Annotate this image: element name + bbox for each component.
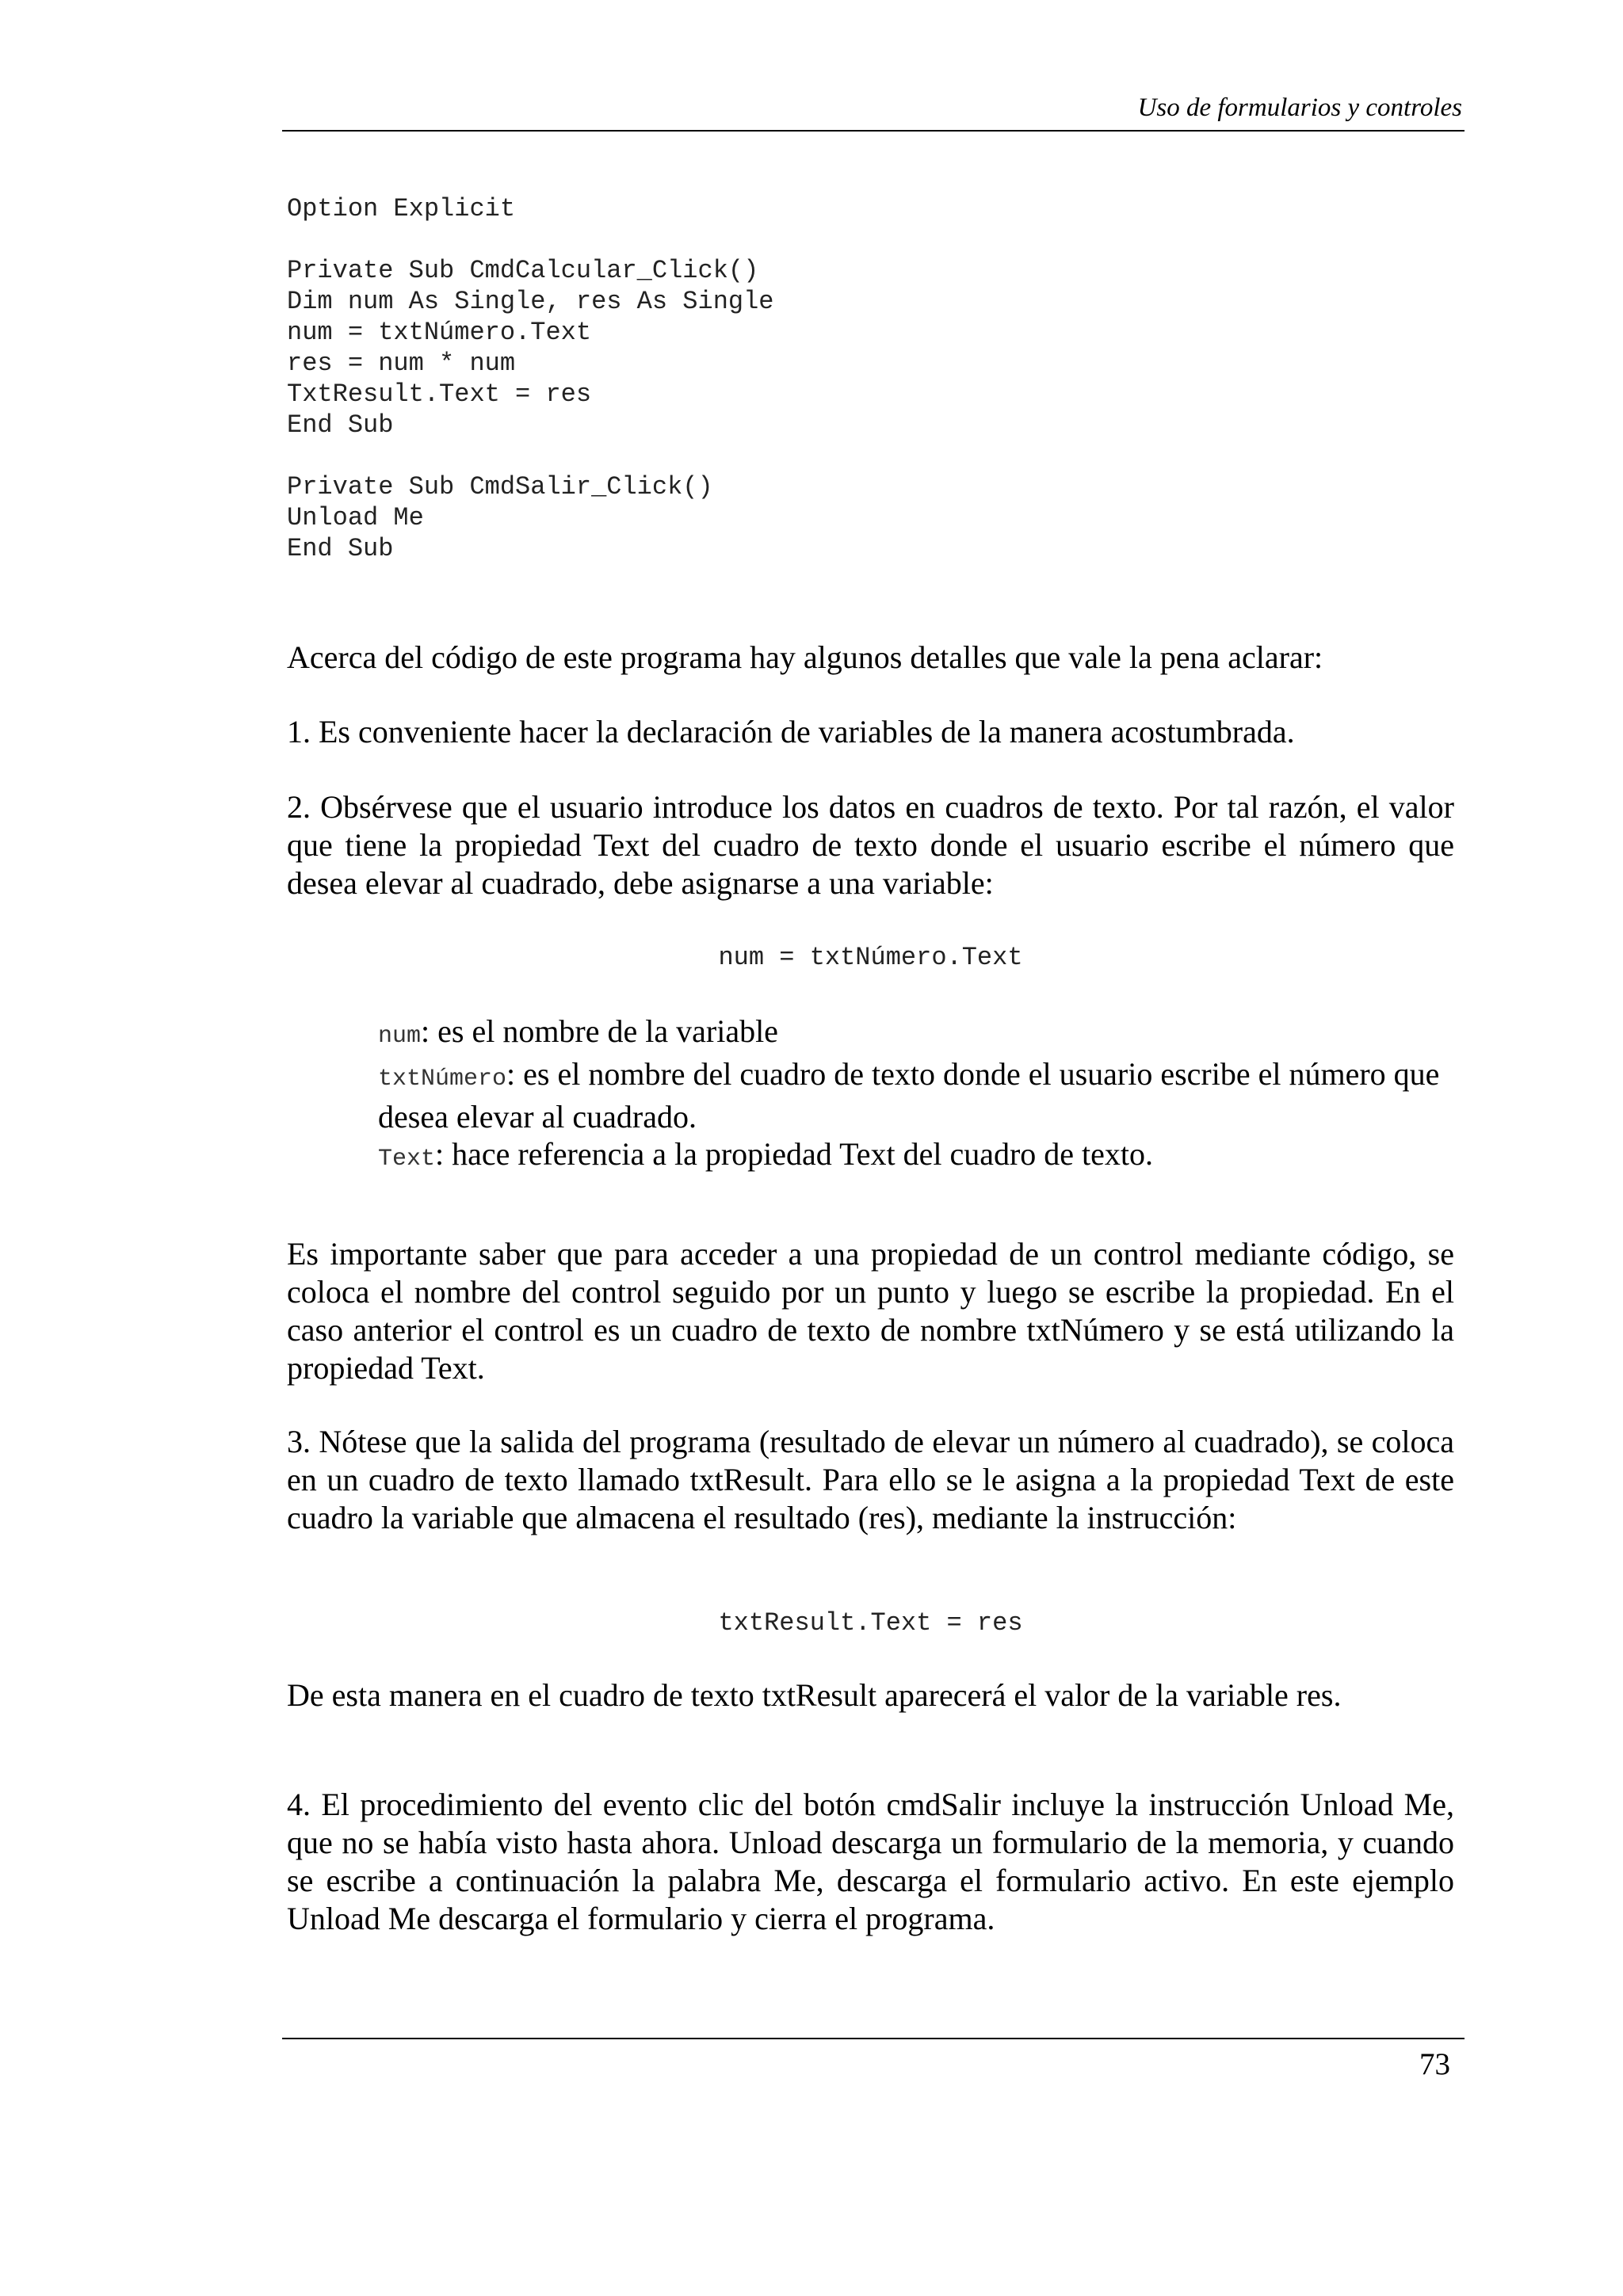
definition-item: [378, 1135, 1456, 1178]
code-blank-line: [287, 224, 1396, 255]
assignment-snippet: num = txtNúmero.Text: [718, 943, 1023, 972]
code-line: num = txtNúmero.Text: [287, 318, 592, 347]
definition-desc: : es el nombre del cuadro de texto donde el usuario escribe el número que desea elevar al cuadrado.: [378, 1056, 1440, 1135]
point-4-paragraph: 4. El procedimiento del evento clic del botón cmdSalir incluye la instrucción Unload Me, que no se había visto hasta ahora. Unload descarga un formulario de la memoria, y cuando se escribe a continuación la palabra Me, descarga el formulario activo. En este ejemplo Unload Me descarga el formulario y cierra el programa.: [287, 1787, 1454, 1936]
definition-term: Text: [378, 1146, 436, 1173]
result-snippet: txtResult.Text = res: [718, 1608, 1023, 1638]
code-line: End Sub: [287, 410, 394, 440]
footer-rule: [282, 2038, 1465, 2039]
result-paragraph: De esta manera en el cuadro de texto txtResult aparecerá el valor de la variable res.: [287, 1677, 1342, 1713]
definition-item: [378, 1013, 1456, 1055]
intro-paragraph: Acerca del código de este programa hay algunos detalles que vale la pena aclarar:: [287, 639, 1323, 675]
point-3-paragraph: 3. Nótese que la salida del programa (resultado de elevar un número al cuadrado), se coloca en un cuadro de texto llamado txtResult. Para ello se le asigna a la propiedad Text de este cuadro la variable que almacena el resultado (res), mediante la instrucción:: [287, 1424, 1454, 1535]
definition-list: [378, 1013, 1456, 1178]
running-header: Uso de formularios y controles: [1137, 93, 1462, 122]
code-line: Unload Me: [287, 503, 424, 532]
code-line: Private Sub CmdCalcular_Click(): [287, 256, 759, 285]
page-number: 73: [1419, 2047, 1450, 2081]
code-line: Private Sub CmdSalir_Click(): [287, 472, 713, 502]
definition-term: num: [378, 1023, 422, 1050]
code-line: res = num * num: [287, 349, 516, 378]
definition-desc: : es el nombre de la variable: [421, 1013, 778, 1049]
code-line: TxtResult.Text = res: [287, 379, 592, 409]
header-rule: [282, 130, 1465, 132]
definition-item: [378, 1055, 1456, 1135]
code-line: End Sub: [287, 534, 394, 563]
code-line: Dim num As Single, res As Single: [287, 287, 774, 316]
point-1-paragraph: 1. Es conveniente hacer la declaración de variables de la manera acostumbrada.: [287, 714, 1295, 749]
code-blank-line: [287, 441, 1396, 471]
code-listing: [287, 193, 1396, 564]
point-2-paragraph: 2. Obsérvese que el usuario introduce los datos en cuadros de texto. Por tal razón, el valor que tiene la propiedad Text del cuadro de texto donde el usuario escribe el número que desea elevar al cuadrado, debe asignarse a una variable:: [287, 789, 1454, 901]
definition-desc: : hace referencia a la propiedad Text del cuadro de texto.: [435, 1136, 1154, 1172]
important-paragraph: Es importante saber que para acceder a una propiedad de un control mediante código, se coloca el nombre del control seguido por un punto y luego se escribe la propiedad. En el caso anterior el control es un cuadro de texto de nombre txtNúmero y se está utilizando la propiedad Text.: [287, 1236, 1454, 1386]
code-line: Option Explicit: [287, 194, 516, 223]
definition-term: txtNúmero: [378, 1066, 507, 1093]
